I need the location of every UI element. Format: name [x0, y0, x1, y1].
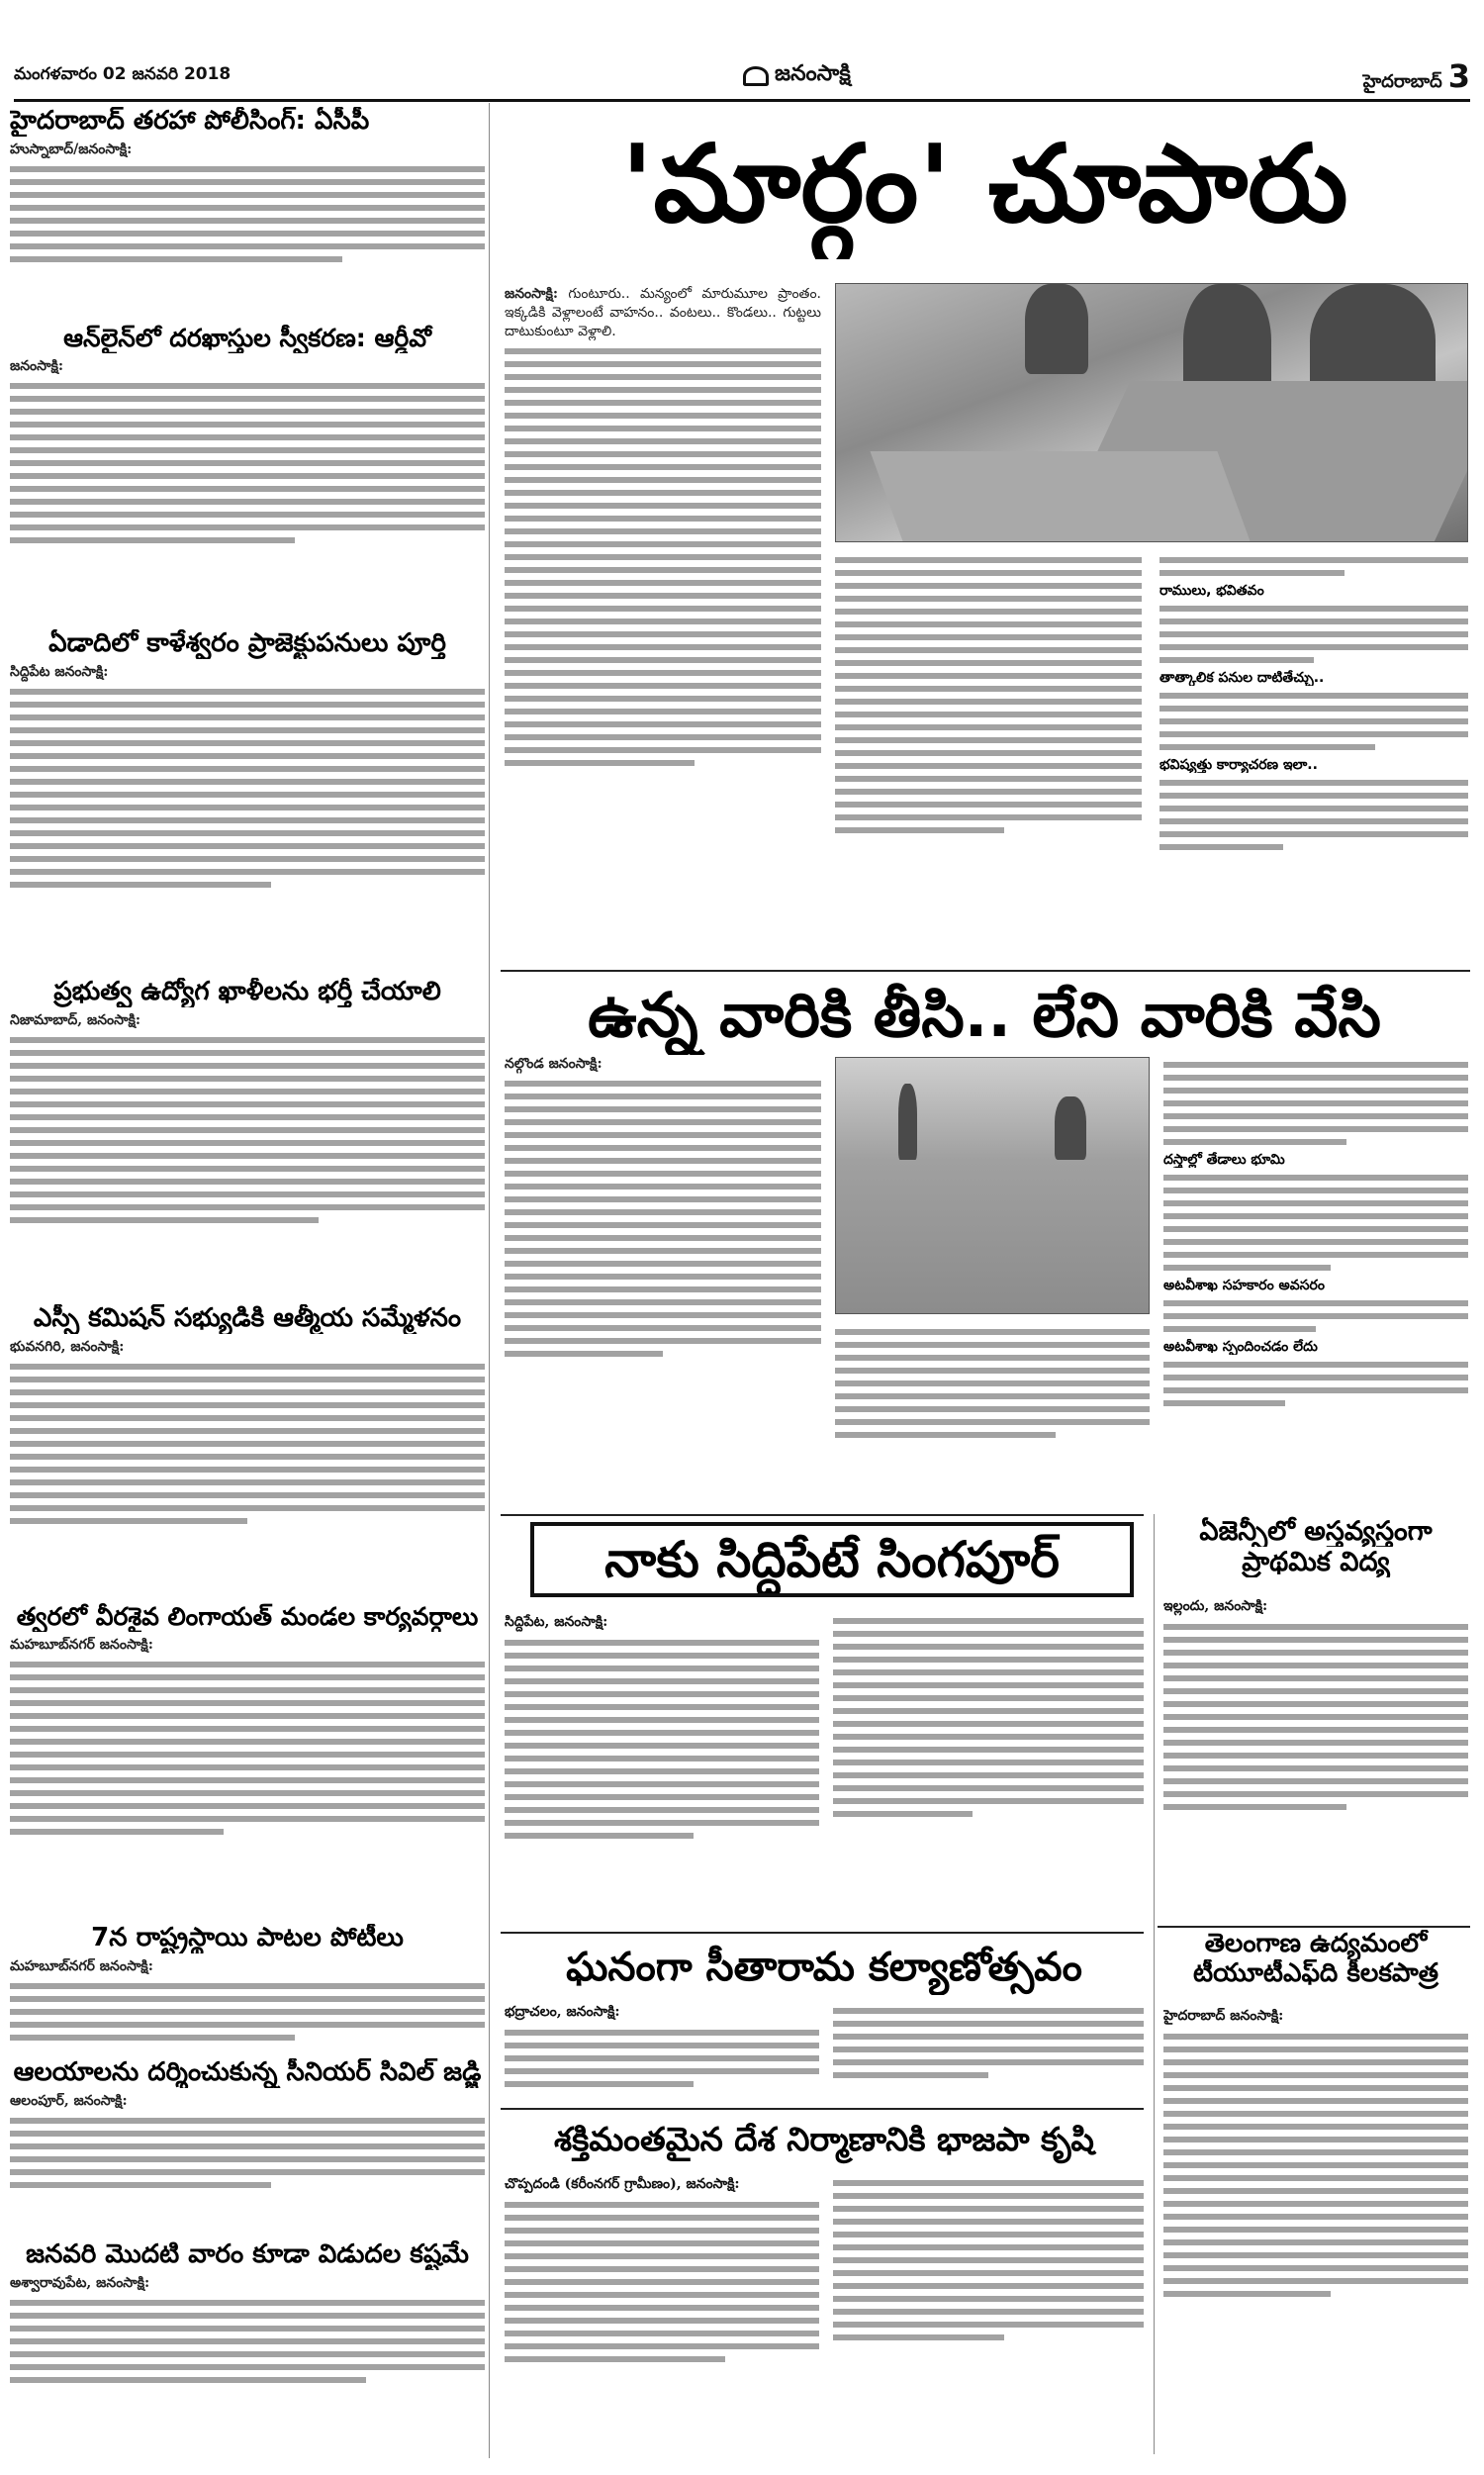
left-story-1-body [10, 141, 485, 315]
story4-byline: భద్రాచలం, జనంసాక్షి: [505, 2004, 620, 2020]
left-story-8-byline: ఆలంపూర్, జనంసాక్షి: [10, 2092, 128, 2109]
story5-headline: శక్తిమంతమైన దేశ నిర్మాణానికి భాజపా కృషి [554, 2120, 1094, 2158]
left-story-9-byline: అశ్వారావుపేట, జనంసాక్షి: [10, 2274, 150, 2291]
left-story-4-body [10, 1011, 485, 1318]
left-story-4-byline: నిజామాబాద్, జనంసాక్షి: [10, 1011, 141, 1028]
right-story2-byline: హైదరాబాద్ జనంసాక్షి: [1163, 2008, 1284, 2024]
left-story-2 [10, 325, 485, 634]
left-story-5-headline: ఎస్సీ కమిషన్ సభ్యుడికి ఆత్మీయ సమ్మేళనం [33, 1304, 462, 1333]
left-story-1-byline: హుస్నాబాద్/జనంసాక్షి: [10, 141, 133, 157]
left-story-9-headline: జనవరి మొదటి వారం కూడా విడుదల కష్టమే [26, 2240, 469, 2269]
section-rule [501, 970, 1470, 972]
story2-subhead-3: అటవీశాఖ స్పందించడం లేదు [1163, 1339, 1318, 1356]
right-story2-headline-line2: టీయూటీఎఫ్‌ది కీలకపాత్ర [1193, 1958, 1438, 1988]
section-rule [501, 1932, 1144, 1934]
left-story-3-byline: సిద్దిపేట జనంసాక్షి: [10, 663, 109, 680]
text-lines [835, 557, 1142, 833]
edition-city: హైదరాబాద్ [1362, 70, 1442, 92]
left-story-4-headline: ప్రభుత్వ ఉద్యోగ ఖాళీలను భర్తీ చేయాలి [53, 978, 441, 1006]
story2-byline: నల్గొండ జనంసాక్షి: [505, 1056, 603, 1072]
left-story-8-body [10, 2092, 485, 2250]
text-lines [1163, 1300, 1468, 1332]
left-story-3-body [10, 663, 485, 990]
story2-col2 [835, 1322, 1150, 1445]
left-story-7-body [10, 1957, 485, 2072]
main-story-lead-text: గుంటూరు.. మన్యంలో మారుమూల ప్రాంతం. ఇక్కడికి వెళ్లాలంటే వాహనం.. వంటలు.. కొండలు.. గుట్టలు దాటుకుంటూ వెళ్లాలి. [505, 286, 821, 339]
text-lines [10, 1662, 485, 1835]
left-story-7-byline: మహబూబ్‌నగర్ జనంసాక్షి: [10, 1957, 153, 1974]
story4-headline: ఘనంగా సీతారామ కల్యాణోత్సవం [566, 1945, 1082, 1990]
story2-body [505, 1055, 821, 1510]
right-story2-headline [1163, 1930, 1468, 1989]
field-photo [835, 1057, 1150, 1314]
left-story-3 [10, 629, 485, 990]
column-divider [1154, 1514, 1155, 2454]
story4-body [505, 2001, 1144, 2104]
main-story-col1 [505, 285, 821, 962]
left-story-7-headline: 7న రాష్ట్రస్థాయి పాటల పోటీలు [91, 1924, 404, 1952]
text-lines [1163, 1362, 1468, 1406]
masthead [14, 55, 1470, 97]
left-story-9-body [10, 2274, 485, 2462]
text-lines [10, 1364, 485, 1524]
left-story-9 [10, 2240, 485, 2462]
left-story-2-headline: ఆన్‌లైన్‌లో దరఖాస్తుల స్వీకరణ: ఆర్డీవో [63, 325, 431, 352]
left-story-1-headline: హైదరాబాద్ తరహా పోలీసింగ్: ఏసీపీ [10, 107, 370, 136]
left-story-2-byline: జనంసాక్షి: [10, 357, 64, 374]
main-story-col3 [1159, 550, 1468, 857]
story5-body [505, 2173, 1144, 2460]
main-subhead-3: భవిష్యత్తు కార్యాచరణ ఇలా.. [1159, 757, 1318, 774]
logo-text: జనంసాక్షి [774, 61, 851, 86]
story2-col3 [1163, 1055, 1468, 1413]
text-lines [1163, 1062, 1468, 1145]
text-lines [10, 166, 485, 262]
right-story2-headline-line1: తెలంగాణ ఉద్యమంలో [1204, 1930, 1428, 1958]
text-lines [505, 348, 821, 766]
right-story2-body [1163, 2005, 1468, 2456]
text-lines [1159, 557, 1468, 576]
text-lines [1159, 606, 1468, 663]
text-lines [1159, 780, 1468, 850]
right-story1-byline: ఇల్లందు, జనంసాక్షి: [1163, 1598, 1268, 1614]
road-photo [835, 283, 1468, 542]
section-rule [501, 1514, 1144, 1516]
text-lines [505, 1081, 821, 1357]
text-lines [10, 2300, 485, 2383]
left-story-6-byline: మహబూబ్‌నగర్ జనంసాక్షి: [10, 1636, 153, 1653]
left-story-5 [10, 1304, 485, 1615]
text-lines [10, 689, 485, 888]
story3-headline-box [530, 1522, 1134, 1597]
main-story-col2 [835, 550, 1142, 840]
text-lines [505, 2030, 819, 2087]
section-rule [501, 2108, 1144, 2110]
story3-byline: సిద్దిపేట, జనంసాక్షి: [505, 1614, 608, 1630]
left-story-8 [10, 2058, 485, 2250]
main-subhead-1: రాములు, భవితవం [1159, 583, 1264, 599]
text-lines [505, 2202, 819, 2362]
column-divider [489, 103, 490, 2458]
text-lines [833, 2180, 1144, 2340]
left-story-6 [10, 1603, 485, 1933]
story5-byline: చొప్పదండి (కరీంనగర్ గ్రామీణం), జనంసాక్షి: [505, 2176, 740, 2192]
right-story1-headline [1163, 1516, 1468, 1577]
text-lines [10, 2118, 485, 2188]
text-lines [1163, 2034, 1468, 2297]
right-story1-body [1163, 1595, 1468, 1922]
right-story1-headline-line1: ఏజెన్సీలో అస్తవ్యస్తంగా [1199, 1516, 1433, 1547]
main-story-lead [505, 285, 821, 962]
section-rule [1158, 1926, 1470, 1928]
text-lines [833, 1618, 1144, 1817]
left-story-1 [10, 107, 485, 315]
left-story-6-headline: త్వరలో వీరశైవ లింగాయత్ మండల కార్యవర్గాలు [16, 1603, 479, 1631]
left-story-5-body [10, 1338, 485, 1615]
left-story-5-byline: భువనగిరి, జనంసాక్షి: [10, 1338, 125, 1355]
text-lines [10, 383, 485, 543]
story2-headline: ఉన్న వారికి తీసి.. లేని వారికి వేసి [588, 979, 1381, 1051]
text-lines [835, 1329, 1150, 1438]
story3-body [505, 1611, 1144, 1930]
masthead-rule [14, 99, 1470, 102]
left-story-3-headline: ఏడాదిలో కాళేశ్వరం ప్రాజెక్టుపనులు పూర్తి [48, 629, 446, 658]
right-story1-headline-line2: ప్రాథమిక విద్య [1242, 1547, 1390, 1578]
left-story-4 [10, 978, 485, 1318]
text-lines [10, 1037, 485, 1223]
main-subhead-2: తాత్కాలిక పనుల దాటితేచ్చు.. [1159, 670, 1325, 687]
newspaper-logo [743, 61, 851, 91]
left-story-2-body [10, 357, 485, 634]
story2-subhead-2: అటవీశాఖ సహకారం అవసరం [1163, 1278, 1325, 1294]
text-lines [833, 2008, 1144, 2078]
left-story-6-body [10, 1636, 485, 1933]
story3-headline: నాకు సిద్దిపేటే సింగపూర్ [604, 1531, 1060, 1588]
story2-col1 [505, 1055, 821, 1510]
page-number: 3 [1447, 56, 1470, 95]
text-lines [505, 1640, 819, 1839]
story2-subhead-1: దస్త్రాల్లో తేడాలు భూమి [1163, 1152, 1285, 1168]
text-lines [1159, 693, 1468, 750]
main-story-byline: జనంసాక్షి: [505, 286, 559, 302]
left-story-7 [10, 1924, 485, 2072]
logo-icon [743, 66, 769, 86]
page-info [1363, 57, 1470, 96]
main-headline: 'మార్గం' చూపారు [620, 123, 1348, 246]
text-lines [10, 1983, 485, 2041]
issue-date: మంగళవారం 02 జనవరి 2018 [14, 64, 232, 84]
text-lines [1163, 1624, 1468, 1810]
text-lines [1163, 1175, 1468, 1271]
left-story-8-headline: ఆలయాలను దర్శించుకున్న సీనియర్ సివిల్ జడ్జి [13, 2058, 482, 2087]
